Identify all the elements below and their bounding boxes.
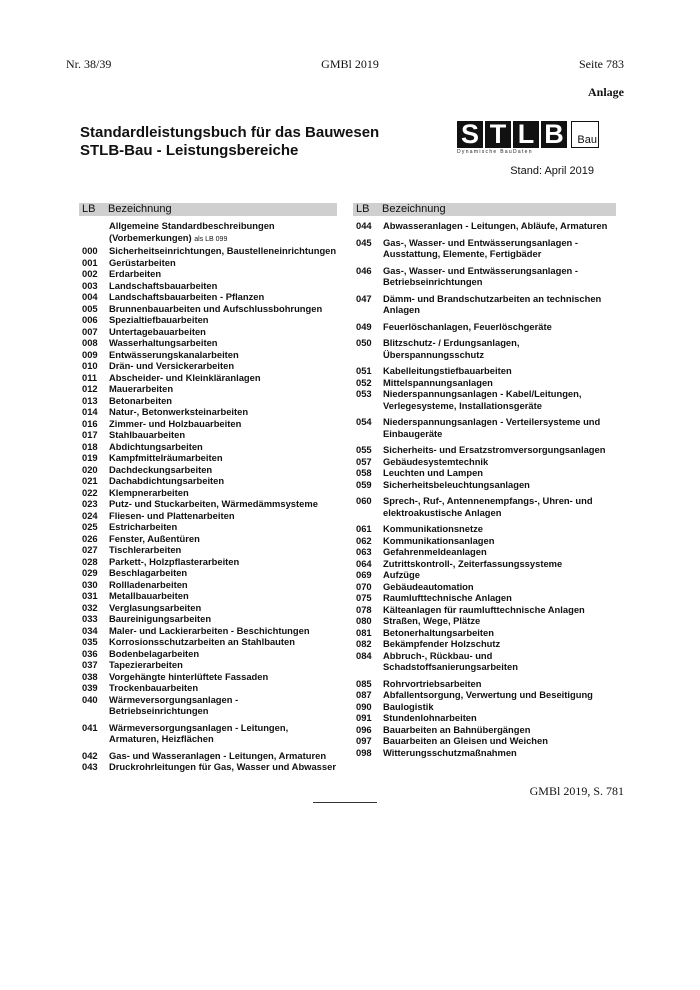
lb-code: 007 xyxy=(82,325,98,337)
lb-name: Dachdeckungsarbeiten xyxy=(109,463,213,475)
lb-header: LB xyxy=(356,203,370,215)
lb-name: Bauarbeiten an Bahnübergängen xyxy=(383,723,531,735)
lb-name: Bauarbeiten an Gleisen und Weichen xyxy=(383,735,548,746)
list-item xyxy=(79,326,337,338)
lb-name: Sicherheitsbeleuchtungsanlagen xyxy=(383,478,530,490)
list-item xyxy=(353,479,616,491)
list-item xyxy=(353,416,616,439)
list-item xyxy=(353,220,616,232)
lb-code: 070 xyxy=(356,580,372,592)
lb-name: Bekämpfender Holzschutz xyxy=(383,638,501,649)
lb-code: 021 xyxy=(82,475,98,486)
logo-letter-l: L xyxy=(513,121,539,148)
lb-code: 060 xyxy=(356,495,372,506)
list-item xyxy=(79,544,337,556)
list-item xyxy=(353,495,616,518)
list-item xyxy=(79,750,337,762)
list-item xyxy=(353,237,616,260)
list-item xyxy=(353,365,616,377)
lb-note: als LB 099 xyxy=(194,235,228,243)
stlb-logo xyxy=(457,121,601,156)
lb-code: 049 xyxy=(356,320,372,332)
lb-code: 010 xyxy=(82,360,98,371)
list-item xyxy=(79,487,337,499)
list-item xyxy=(353,388,616,411)
lb-name: Wärmeversorgungsanlagen - Leitungen, Armaturen, Heizflächen xyxy=(109,721,289,744)
lb-code: 064 xyxy=(356,557,372,569)
lb-code: 014 xyxy=(82,406,98,417)
title-line-2: STLB-Bau - Leistungsbereiche xyxy=(80,142,299,159)
lb-name: Trockenbauarbeiten xyxy=(109,682,199,693)
list-item xyxy=(79,291,337,303)
list-item xyxy=(353,724,616,736)
lb-code: 035 xyxy=(82,636,98,647)
left-column xyxy=(79,203,337,773)
lb-code: 009 xyxy=(82,348,98,360)
list-item xyxy=(79,671,337,683)
lb-code: 003 xyxy=(82,279,98,291)
lb-name: Landschaftsbauarbeiten - Pflanzen xyxy=(109,291,265,302)
lb-code: 005 xyxy=(82,302,98,314)
lb-code: 050 xyxy=(356,337,372,348)
lb-name: Fenster, Außentüren xyxy=(109,532,200,544)
lb-name: Verglasungsarbeiten xyxy=(109,601,202,613)
list-item xyxy=(353,581,616,593)
left-entry-list xyxy=(79,220,337,773)
lb-name: Rohrvortriebsarbeiten xyxy=(383,677,482,689)
lb-code: 042 xyxy=(82,749,98,761)
lb-code: 026 xyxy=(82,532,98,544)
lb-code: 062 xyxy=(356,534,372,546)
lb-name: Baulogistik xyxy=(383,700,434,712)
lb-code: 037 xyxy=(82,659,98,670)
lb-name: Betonarbeiten xyxy=(109,394,173,406)
lb-code: 075 xyxy=(356,592,372,603)
lb-name: Natur-, Betonwerksteinarbeiten xyxy=(109,406,249,417)
lb-code: 046 xyxy=(356,264,372,276)
list-item xyxy=(353,444,616,456)
lb-code: 040 xyxy=(82,693,98,705)
lb-code: 090 xyxy=(356,700,372,712)
list-item xyxy=(79,510,337,522)
lb-name: Estricharbeiten xyxy=(109,521,178,532)
lb-name: Stundenlohnarbeiten xyxy=(383,712,477,723)
lb-name: Gas-, Wasser- und Entwässerungsanlagen - Betriebseinrichtungen xyxy=(383,264,579,287)
lb-code: 097 xyxy=(356,735,372,746)
footer-divider xyxy=(313,802,377,803)
lb-name: Abfallentsorgung, Verwertung und Beseitigung xyxy=(383,689,593,700)
title-line-1: Standardleistungsbuch für das Bauwesen xyxy=(80,124,380,141)
lb-code: 082 xyxy=(356,638,372,649)
list-item xyxy=(353,321,616,333)
issue-number: Nr. 38/39 xyxy=(66,57,112,71)
lb-name: Witterungsschutzmaßnahmen xyxy=(383,746,517,758)
lb-name: Sicherheits- und Ersatzstromversorgungsanlagen xyxy=(383,444,606,455)
list-item xyxy=(79,360,337,372)
list-item xyxy=(353,592,616,604)
lb-code: 030 xyxy=(82,578,98,590)
lb-name: Mittelspannungsanlagen xyxy=(383,376,493,388)
list-item xyxy=(79,268,337,280)
lb-name: Gebäudeautomation xyxy=(383,580,474,592)
lb-code: 011 xyxy=(82,371,98,383)
list-item xyxy=(79,464,337,476)
lb-name: Kampfmittelräumarbeiten xyxy=(109,452,223,463)
list-item xyxy=(79,556,337,568)
lb-code: 081 xyxy=(356,626,372,638)
list-item xyxy=(79,475,337,487)
lb-code: 000 xyxy=(82,245,98,256)
lb-code: 028 xyxy=(82,555,98,567)
lb-name: Drän- und Versickerarbeiten xyxy=(109,360,235,371)
list-item xyxy=(79,659,337,671)
list-item xyxy=(353,712,616,724)
lb-name: Blitzschutz- / Erdungsanlagen, Überspannungsschutz xyxy=(383,337,520,360)
lb-name: Rollladenarbeiten xyxy=(109,578,188,590)
page-title xyxy=(80,124,379,160)
lb-name: Abdichtungsarbeiten xyxy=(109,440,203,452)
list-item xyxy=(79,682,337,694)
lb-code: 047 xyxy=(356,292,372,304)
list-item xyxy=(79,625,337,637)
lb-name: Putz- und Stuckarbeiten, Wärmedämmsysteme xyxy=(109,498,318,509)
lb-name: Raumlufttechnische Anlagen xyxy=(383,592,512,603)
list-item xyxy=(79,245,337,257)
list-item xyxy=(79,636,337,648)
lb-name: Aufzüge xyxy=(383,569,420,580)
list-item xyxy=(79,761,337,773)
list-item xyxy=(79,602,337,614)
lb-name: Gas- und Wasseranlagen - Leitungen, Armaturen xyxy=(109,749,327,761)
lb-code: 025 xyxy=(82,521,98,532)
lb-name: Tischlerarbeiten xyxy=(109,544,182,555)
list-item xyxy=(79,613,337,625)
lb-code: 041 xyxy=(82,721,98,733)
list-item xyxy=(353,735,616,747)
list-item xyxy=(353,558,616,570)
lb-code: 029 xyxy=(82,567,98,578)
lb-code: 002 xyxy=(82,268,98,279)
right-entry-list xyxy=(353,220,616,758)
lb-name: Parkett-, Holzpflasterarbeiten xyxy=(109,555,240,567)
list-item xyxy=(353,456,616,468)
lb-name: Dachabdichtungsarbeiten xyxy=(109,475,225,486)
list-item xyxy=(79,722,337,745)
lb-name: Niederspannungsanlagen - Verteilersysteme und Einbaugeräte xyxy=(383,416,601,439)
list-item xyxy=(79,648,337,660)
lb-code: 078 xyxy=(356,603,372,615)
lb-name: Tapezierarbeiten xyxy=(109,659,183,670)
list-item xyxy=(353,638,616,650)
logo-letter-b: B xyxy=(541,121,567,148)
logo-bau-box xyxy=(571,121,599,148)
list-item xyxy=(353,337,616,360)
lb-code: 032 xyxy=(82,601,98,613)
lb-name: Straßen, Wege, Plätze xyxy=(383,615,481,626)
lb-name: Niederspannungsanlagen - Kabel/Leitungen, Verlegesysteme, Installationsgeräte xyxy=(383,388,582,411)
lb-name: Gefahrenmeldeanlagen xyxy=(383,546,487,557)
lb-name: Stahlbauarbeiten xyxy=(109,429,186,440)
lb-code: 057 xyxy=(356,455,372,467)
list-item xyxy=(353,293,616,316)
bezeichnung-header: Bezeichnung xyxy=(382,203,446,215)
lb-name: Betonerhaltungsarbeiten xyxy=(383,626,494,638)
list-item xyxy=(79,452,337,464)
lb-code: 001 xyxy=(82,256,98,268)
list-item xyxy=(79,314,337,326)
lb-code: 098 xyxy=(356,746,372,758)
lb-code: 017 xyxy=(82,429,98,440)
list-item xyxy=(353,377,616,389)
lb-code: 006 xyxy=(82,314,98,325)
logo-bau-text: Bau xyxy=(577,134,597,146)
lb-name: Erdarbeiten xyxy=(109,268,162,279)
lb-name: Kabelleitungstiefbauarbeiten xyxy=(383,365,512,376)
lb-code: 053 xyxy=(356,388,372,399)
list-item xyxy=(79,349,337,361)
list-item xyxy=(79,280,337,292)
lb-code: 022 xyxy=(82,486,98,498)
lb-name: Bodenbelagarbeiten xyxy=(109,647,200,659)
list-item xyxy=(79,406,337,418)
lb-code: 024 xyxy=(82,509,98,521)
list-item xyxy=(79,441,337,453)
list-item xyxy=(79,567,337,579)
lb-name: Kommunikationsnetze xyxy=(383,523,484,534)
lb-code: 038 xyxy=(82,670,98,682)
lb-name: Wasserhaltungsarbeiten xyxy=(109,337,218,348)
lb-name: Maler- und Lackierarbeiten - Beschichtungen xyxy=(109,624,310,636)
lb-name: Vorgehängte hinterlüftete Fassaden xyxy=(109,670,269,682)
list-item xyxy=(353,265,616,288)
lb-code: 043 xyxy=(82,761,98,772)
lb-name: Mauerarbeiten xyxy=(109,383,174,394)
lb-code: 023 xyxy=(82,498,98,509)
list-item xyxy=(353,678,616,690)
lb-name: Metallbauarbeiten xyxy=(109,590,189,601)
journal-name: GMBl 2019 xyxy=(321,57,379,71)
lb-code: 058 xyxy=(356,467,372,478)
lb-name: Abwasseranlagen - Leitungen, Abläufe, Armaturen xyxy=(383,220,608,231)
lb-code: 061 xyxy=(356,523,372,534)
lb-code: 033 xyxy=(82,613,98,624)
lb-name: Feuerlöschanlagen, Feuerlöschgeräte xyxy=(383,320,552,332)
list-item xyxy=(353,747,616,759)
lb-name: Kommunikationsanlagen xyxy=(383,534,495,546)
lb-code: 012 xyxy=(82,383,98,394)
lb-code: 013 xyxy=(82,394,98,406)
lb-name: Korrosionsschutzarbeiten an Stahlbauten xyxy=(109,636,295,647)
lb-code: 084 xyxy=(356,649,372,661)
lb-code: 034 xyxy=(82,624,98,636)
lb-name: Dämm- und Brandschutzarbeiten an technischen Anlagen xyxy=(383,292,602,315)
lb-name: Fliesen- und Plattenarbeiten xyxy=(109,509,235,521)
lb-code: 045 xyxy=(356,236,372,248)
list-item xyxy=(79,418,337,430)
lb-name: Spezialtiefbauarbeiten xyxy=(109,314,209,325)
lb-code: 091 xyxy=(356,712,372,723)
list-item xyxy=(79,220,337,245)
footer-reference: GMBl 2019, S. 781 xyxy=(529,784,624,798)
lb-code: 031 xyxy=(82,590,98,601)
lb-code: 080 xyxy=(356,615,372,626)
logo-letter-s: S xyxy=(457,121,483,148)
logo-letter-t: T xyxy=(485,121,511,148)
lb-code: 039 xyxy=(82,682,98,693)
lb-name: Kälteanlagen für raumlufttechnische Anlagen xyxy=(383,603,585,615)
lb-name: Gerüstarbeiten xyxy=(109,256,176,268)
list-item xyxy=(79,533,337,545)
left-column-header xyxy=(79,203,337,216)
lb-code: 051 xyxy=(356,365,372,376)
stand-date: Stand: April 2019 xyxy=(510,165,594,177)
lb-name: Sprech-, Ruf-, Antennenempfangs-, Uhren- und elektroakustische Anlagen xyxy=(383,495,593,518)
lb-name: Entwässerungskanalarbeiten xyxy=(109,348,239,360)
lb-name: Gas-, Wasser- und Entwässerungsanlagen - Ausstattung, Elemente, Fertigbäder xyxy=(383,236,579,259)
lb-name: Beschlagarbeiten xyxy=(109,567,188,578)
list-item xyxy=(79,579,337,591)
list-item xyxy=(79,257,337,269)
lb-name: Abscheider- und Kleinkläranlagen xyxy=(109,371,261,383)
list-item xyxy=(353,701,616,713)
lb-name: Landschaftsbauarbeiten xyxy=(109,279,218,291)
lb-name: Zimmer- und Holzbauarbeiten xyxy=(109,417,242,429)
lb-name: Gebäudesystemtechnik xyxy=(383,455,489,467)
list-item xyxy=(79,521,337,533)
list-item xyxy=(79,395,337,407)
lb-name: Brunnenbauarbeiten und Aufschlussbohrungen xyxy=(109,302,323,314)
list-item xyxy=(353,467,616,479)
list-item xyxy=(79,429,337,441)
list-item xyxy=(353,615,616,627)
list-item xyxy=(353,535,616,547)
list-item xyxy=(79,337,337,349)
lb-code: 063 xyxy=(356,546,372,557)
list-item xyxy=(353,689,616,701)
list-item xyxy=(353,604,616,616)
lb-name: Sicherheitseinrichtungen, Baustelleneinrichtungen xyxy=(109,245,337,256)
anlage-label: Anlage xyxy=(588,85,624,99)
lb-code: 016 xyxy=(82,417,98,429)
lb-code: 020 xyxy=(82,463,98,475)
lb-name: Klempnerarbeiten xyxy=(109,486,189,498)
lb-name: Baureinigungsarbeiten xyxy=(109,613,212,624)
list-item xyxy=(79,498,337,510)
lb-code: 027 xyxy=(82,544,98,555)
logo-tagline: Dynamische BauDaten xyxy=(457,149,533,155)
lb-code: 004 xyxy=(82,291,98,302)
lb-code: 008 xyxy=(82,337,98,348)
list-item xyxy=(353,650,616,673)
lb-code: 055 xyxy=(356,444,372,455)
list-item xyxy=(353,546,616,558)
lb-code: 044 xyxy=(356,220,372,231)
list-item xyxy=(79,694,337,717)
lb-code: 019 xyxy=(82,452,98,463)
right-column xyxy=(353,203,616,758)
lb-code: 069 xyxy=(356,569,372,580)
bezeichnung-header: Bezeichnung xyxy=(108,203,172,215)
right-column-header xyxy=(353,203,616,216)
lb-name: Druckrohrleitungen für Gas, Wasser und Abwasser xyxy=(109,761,336,772)
lb-code: 018 xyxy=(82,440,98,452)
list-item xyxy=(353,627,616,639)
list-item xyxy=(79,372,337,384)
page-number: Seite 783 xyxy=(579,57,624,71)
list-item xyxy=(79,590,337,602)
lb-header: LB xyxy=(82,203,96,215)
lb-code: 096 xyxy=(356,723,372,735)
lb-code: 059 xyxy=(356,478,372,490)
lb-name: Wärmeversorgungsanlagen - Betriebseinrichtungen xyxy=(109,693,239,716)
lb-name: Leuchten und Lampen xyxy=(383,467,484,478)
list-item xyxy=(79,303,337,315)
lb-name: Allgemeine Standardbeschreibungen (Vorbemerkungen) xyxy=(109,220,275,243)
lb-code: 036 xyxy=(82,647,98,659)
lb-name: Untertagebauarbeiten xyxy=(109,325,206,337)
list-item xyxy=(79,383,337,395)
list-item xyxy=(353,569,616,581)
lb-code: 052 xyxy=(356,376,372,388)
list-item xyxy=(353,523,616,535)
lb-name: Zutrittskontroll-, Zeiterfassungssysteme xyxy=(383,557,563,569)
lb-code: 054 xyxy=(356,416,372,427)
lb-code: 087 xyxy=(356,689,372,700)
lb-name: Abbruch-, Rückbau- und Schadstoffsanierungsarbeiten xyxy=(383,649,518,672)
lb-code: 085 xyxy=(356,677,372,689)
